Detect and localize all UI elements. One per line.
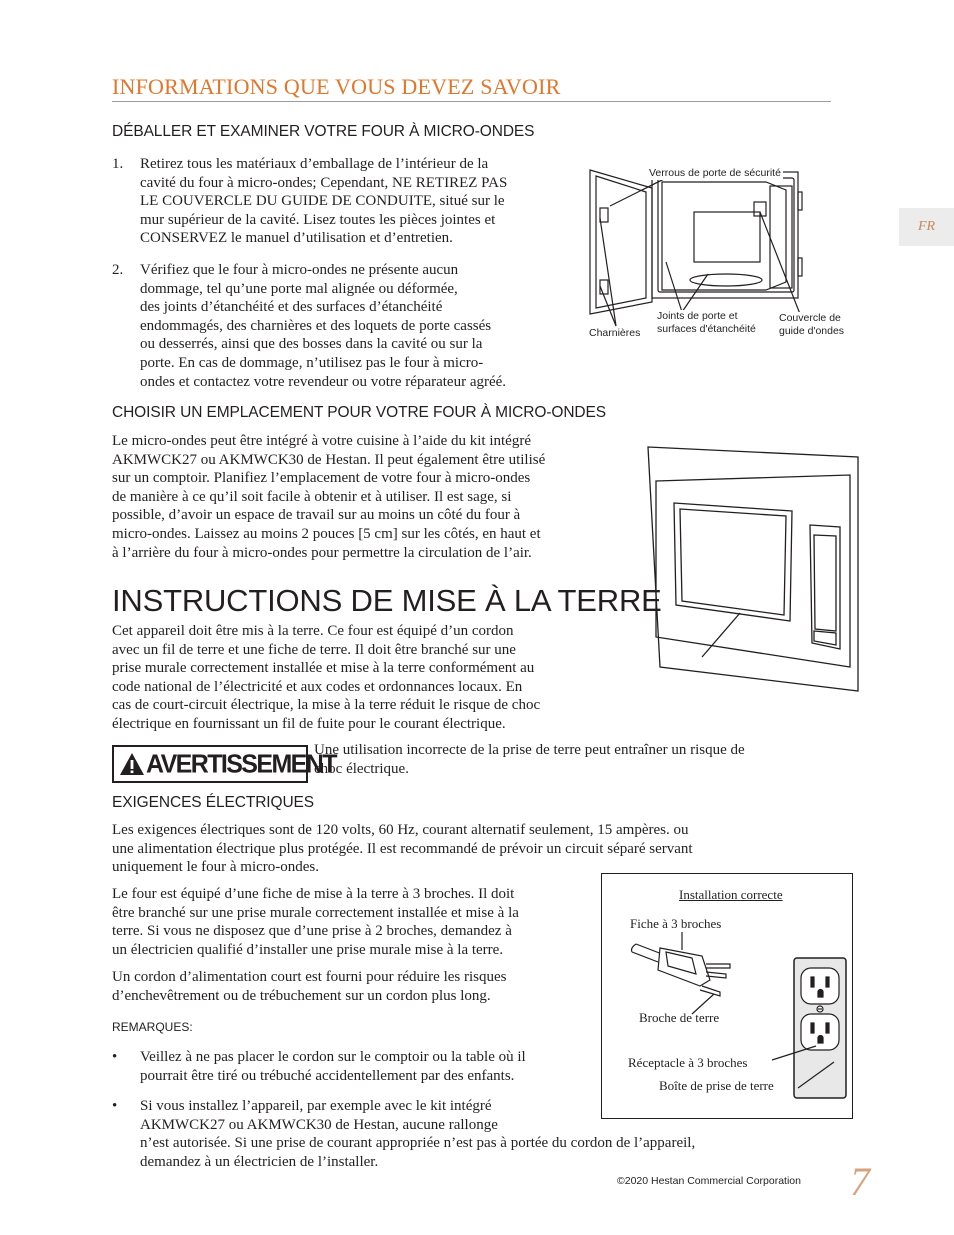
text-line: avec un fil de terre et une fiche de terre. Il doit être branché sur une: [112, 641, 516, 658]
label-hinges: Charnières: [589, 327, 641, 339]
text-line: n’est autorisée. Si une prise de courant appropriée n’est pas à portée du cordon de l’appareil,: [140, 1135, 696, 1152]
grounding-title: INSTRUCTIONS DE MISE À LA TERRE: [112, 583, 662, 618]
installation-title: Installation correcte: [679, 887, 783, 902]
text-line: une alimentation électrique plus protégée. Il est recommandé de prévoir un circuit séparé servant: [112, 840, 693, 857]
text-line: Les exigences électriques sont de 120 volts, 60 Hz, courant alternatif seulement, 15 ampères. ou: [112, 822, 689, 838]
text-line: Retirez tous les matériaux d’emballage de l’intérieur de la: [140, 156, 489, 172]
text-line: porte. En cas de dommage, n’utilisez pas le four à micro-: [140, 354, 484, 371]
bullet: •: [112, 1098, 118, 1114]
warning-label-box: [112, 745, 336, 783]
text-line: cavité du four à micro-ondes; Cependant, NE RETIREZ PAS: [140, 174, 508, 191]
electrical-intro: [112, 821, 832, 877]
installation-figure: [601, 873, 853, 1119]
microwave-open-door-figure: [586, 162, 858, 342]
text-line: micro-ondes. Laissez au moins 2 pouces [5 cm] sur les côtés, en haut et: [112, 525, 541, 542]
text-line: LE COUVERCLE DU GUIDE DE CONDUITE, situé sur le: [140, 193, 505, 210]
label-plug: Fiche à 3 broches: [630, 916, 722, 931]
text-line: ou desserrés, ainsi que des bosses dans la cavité ou sur la: [140, 336, 483, 353]
text-line: à l’arrière du four à micro-ondes pour permettre la circulation de l’air.: [112, 544, 532, 561]
plug-and-outlet-diagram: [602, 874, 852, 1118]
label-ground-box: Boîte de prise de terre: [659, 1078, 774, 1093]
text-line: Un cordon d’alimentation court est fourni pour réduire les risques: [112, 969, 507, 985]
text-line: Le four est équipé d’une fiche de mise à la terre à 3 broches. Il doit: [112, 886, 515, 902]
text-line: dommage, tel qu’une porte mal alignée ou déformée,: [140, 280, 458, 297]
text-line: Cet appareil doit être mis à la terre. Ce four est équipé d’un cordon: [112, 623, 514, 639]
language-tab: FR: [899, 208, 954, 246]
text-line: électrique en fournissant un fil de fuite pour le courant électrique.: [112, 715, 506, 732]
list-number: 1.: [112, 156, 124, 172]
label-waveguide-cover: [779, 312, 844, 337]
plug-paragraph: [112, 885, 602, 959]
text-line: choc électrique.: [314, 760, 409, 777]
text-line: Le micro-ondes peut être intégré à votre cuisine à l’aide du kit intégré: [112, 433, 531, 449]
remark-1: [112, 1048, 602, 1088]
electrical-heading: EXIGENCES ÉLECTRIQUES: [112, 794, 315, 811]
section-title: INFORMATIONS QUE VOUS DEVEZ SAVOIR: [112, 74, 561, 99]
bullet: •: [112, 1049, 118, 1065]
label-line: Couvercle de: [779, 312, 841, 324]
label-ground-pin: Broche de terre: [639, 1010, 720, 1025]
unpack-item-1: [112, 155, 592, 255]
text-line: être branché sur une prise murale correctement installée et mise à la: [112, 904, 519, 921]
text-line: terre. Si vous ne disposez que d’une prise à 2 broches, demandez à: [112, 923, 512, 940]
copyright: ©2020 Hestan Commercial Corporation: [617, 1175, 801, 1187]
text-line: sur un comptoir. Planifiez l’emplacement de votre four à micro-ondes: [112, 470, 531, 487]
unpack-item-2: [112, 261, 592, 401]
label-door-seals: [657, 310, 756, 335]
text-line: AKMWCK27 ou AKMWCK30 de Hestan. Il peut également être utilisé: [112, 451, 546, 468]
cord-paragraph: [112, 968, 602, 1005]
text-line: prise murale correctement installée et mise à la terre conformément au: [112, 660, 535, 677]
built-in-microwave-figure: [644, 445, 864, 693]
unpack-heading: DÉBALLER ET EXAMINER VOTRE FOUR À MICRO-ONDES: [112, 123, 535, 140]
text-line: un électricien qualifié d’installer une prise murale mise à la terre.: [112, 941, 504, 958]
grounding-paragraph: [112, 622, 632, 734]
warning-label: AVERTISSEMENT: [146, 749, 336, 779]
label-line: Joints de porte et: [657, 310, 738, 322]
text-line: cas de court-circuit électrique, la mise à la terre réduit le risque de choc: [112, 697, 541, 714]
text-line: d’enchevêtrement ou de trébuchement sur un cordon plus long.: [112, 987, 491, 1004]
text-line: Vérifiez que le four à micro-ondes ne présente aucun: [140, 262, 459, 278]
text-line: ondes et contactez votre revendeur ou votre réparateur agréé.: [140, 373, 507, 390]
label-line: guide d'ondes: [779, 324, 845, 337]
text-line: AKMWCK27 ou AKMWCK30 de Hestan, aucune rallonge: [140, 1116, 498, 1133]
label-line: surfaces d'étanchéité: [657, 322, 756, 335]
warning-text: [314, 741, 844, 778]
label-receptacle: Réceptacle à 3 broches: [628, 1055, 748, 1070]
warning-triangle-icon: [119, 752, 145, 776]
text-line: code national de l’électricité et aux codes et ordonnances locaux. En: [112, 678, 523, 695]
text-line: de manière à ce qu’il soit facile à obtenir et à utiliser. Il est sage, si: [112, 488, 512, 505]
page-number: 7: [850, 1159, 870, 1204]
label-safety-locks: Verrous de porte de sécurité: [649, 167, 781, 179]
text-line: endommagés, des charnières et des loquets de porte cassés: [140, 317, 492, 334]
text-line: uniquement le four à micro-ondes.: [112, 859, 320, 876]
text-line: Une utilisation incorrecte de la prise de terre peut entraîner un risque de: [314, 742, 745, 758]
list-number: 2.: [112, 262, 124, 278]
text-line: possible, d’avoir un espace de travail sur au moins un côté du four à: [112, 507, 521, 524]
text-line: CONSERVEZ le manuel d’utilisation et d’entretien.: [140, 230, 453, 247]
text-line: mur supérieur de la cavité. Lisez toutes les pièces jointes et: [140, 211, 496, 228]
location-paragraph: [112, 432, 632, 562]
text-line: Veillez à ne pas placer le cordon sur le comptoir ou la table où il: [140, 1049, 526, 1065]
text-line: Si vous installez l’appareil, par exemple avec le kit intégré: [140, 1098, 492, 1114]
remarks-label: REMARQUES:: [112, 1020, 193, 1034]
text-line: demandez à un électricien de l’installer.: [140, 1153, 379, 1170]
built-in-diagram: [644, 445, 864, 693]
text-line: pourrait être tiré ou trébuché accidentellement par des enfants.: [140, 1067, 515, 1084]
location-heading: CHOISIR UN EMPLACEMENT POUR VOTRE FOUR À MICRO-ONDES: [112, 404, 607, 421]
section-divider: [112, 101, 831, 102]
text-line: des joints d’étanchéité et des surfaces d’étanchéité: [140, 299, 443, 316]
